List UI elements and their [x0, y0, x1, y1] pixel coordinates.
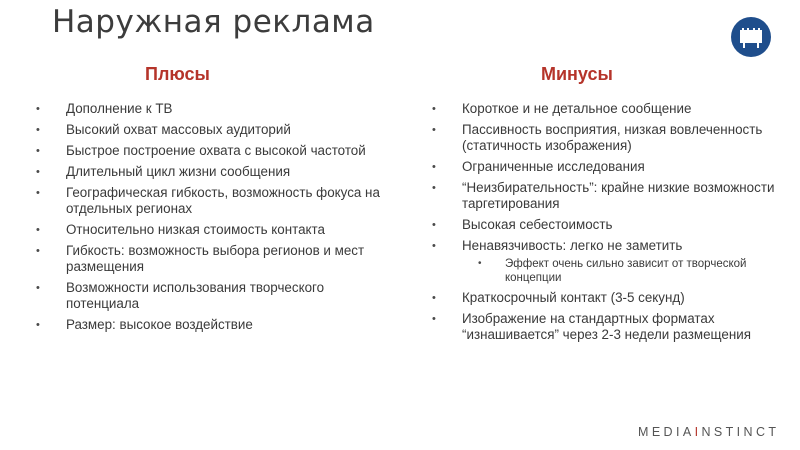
list-item: • Длительный цикл жизни сообщения: [36, 164, 391, 180]
list-item: • Высокая себестоимость: [432, 217, 782, 233]
list-item: • Гибкость: возможность выбора регионов и мест размещения: [36, 243, 391, 275]
cons-heading: Минусы: [541, 64, 613, 84]
list-item: • Размер: высокое воздействие: [36, 317, 391, 333]
list-item: • Краткосрочный контакт (3-5 секунд): [432, 290, 782, 306]
brand-accent: I: [694, 425, 702, 439]
list-item: • Относительно низкая стоимость контакта: [36, 222, 391, 238]
list-item: • Короткое и не детальное сообщение: [432, 101, 782, 117]
list-item: • Географическая гибкость, возможность фокуса на отдельных регионах: [36, 185, 391, 217]
pros-list: [36, 101, 391, 338]
list-item: • Дополнение к ТВ: [36, 101, 391, 117]
brand-part: MEDIA: [638, 425, 695, 439]
list-item: • Высокий охват массовых аудиторий: [36, 122, 391, 138]
billboard-icon: [731, 17, 771, 57]
brand-logo: [638, 425, 779, 439]
pros-heading: Плюсы: [145, 64, 210, 84]
list-item: • Пассивность восприятия, низкая вовлеченность (статичность изображения): [432, 122, 782, 154]
cons-list: [432, 101, 782, 348]
sub-list-item: • Эффект очень сильно зависит от творческой концепции: [432, 257, 782, 285]
list-item: • Быстрое построение охвата с высокой частотой: [36, 143, 391, 159]
brand-part: NSTINCT: [701, 425, 780, 439]
slide-title: Наружная реклама: [52, 4, 375, 40]
list-item: • “Неизбирательность”: крайне низкие возможности таргетирования: [432, 180, 782, 212]
list-item: • Изображение на стандартных форматах “изнашивается” через 2-3 недели размещения: [432, 311, 782, 343]
list-item: • Ненавязчивость: легко не заметить: [432, 238, 782, 254]
list-item: • Ограниченные исследования: [432, 159, 782, 175]
list-item: • Возможности использования творческого потенциала: [36, 280, 391, 312]
